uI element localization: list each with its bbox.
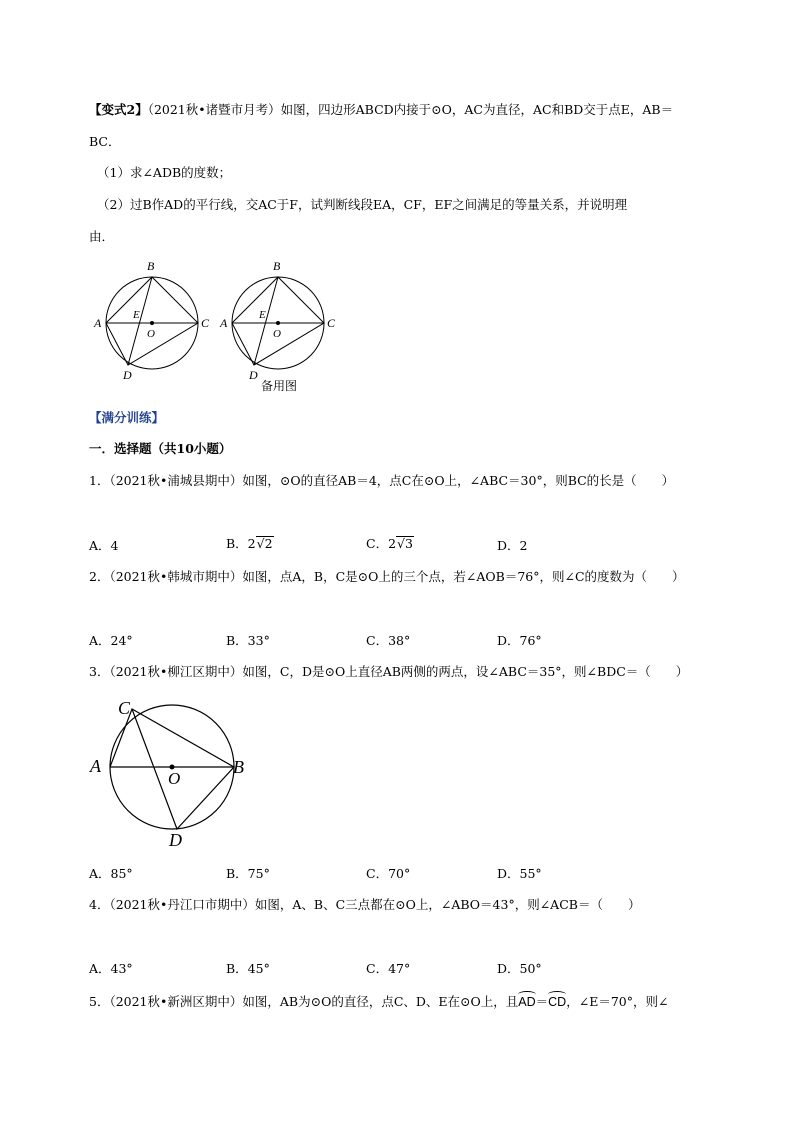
variant-line-1 [89,104,673,117]
q4-option-b: B．45° [226,961,270,976]
sqrt-symbol: √3 [397,536,413,551]
question-4-text: 如图，A、B、C三点都在⊙O上，∠ABO＝43°，则∠ACB＝（ ） [254,897,641,912]
question-3 [89,666,688,679]
q1-option-d: D．2 [497,538,528,553]
fig2-label-E: E [259,309,266,321]
fig1-label-B: B [147,259,155,273]
q3-label-D: D [169,830,182,850]
question-5-text-pre: 如图，AB为⊙O的直径，点C、D、E在⊙O上，且 [242,994,519,1009]
question-3-source: （2021秋•柳江区期中） [109,664,243,679]
section-subtitle: 一．选择题（共10小题） [89,441,232,456]
q1-option-a: A．4 [89,538,119,553]
fig1-label-C: C [201,316,210,330]
q2-option-a: A．24° [89,633,133,648]
q2-option-d: D．76° [497,633,542,648]
fig1-label-A: A [94,316,102,330]
variant-q2-line1: （2）过B作AD的平行线，交AC于F，试判断线段EA，CF，EF之间满足的等量关系，并说明理 [97,197,628,212]
variant-q1: （1）求∠ADB的度数； [97,165,232,180]
variant-q2-line2: 由． [89,229,115,244]
question-2 [89,571,685,584]
question-3-num: 3． [89,664,110,679]
sqrt-symbol: √2 [256,536,273,551]
question-2-num: 2． [89,569,110,584]
q1-option-b [226,536,274,551]
q3-option-c: C．70° [366,866,411,881]
q1-option-c-radicand: 3 [405,536,413,551]
question-5-eq: ＝ [535,994,549,1009]
question-5-source: （2021秋•新洲区期中） [109,994,243,1009]
q3-label-B: B [233,757,244,777]
variant-tag: 【变式2】 [89,102,148,117]
arc-cd: CD [548,995,567,1009]
q1-option-b-radicand: 2 [264,536,273,551]
q3-option-b: B．75° [226,866,270,881]
question-1-text: 如图，⊙O的直径AB＝4，点C在⊙O上，∠ABC＝30°，则BC的长是（ ） [242,473,675,488]
fig2-label-O: O [273,328,281,340]
variant-line-2: BC． [89,134,121,149]
fig1-label-D: D [123,368,132,382]
question-1 [89,475,674,488]
variant-figure-1 [90,255,220,385]
question-2-source: （2021秋•韩城市期中） [109,569,243,584]
fig1-label-O: O [147,328,155,340]
q2-option-b: B．33° [226,633,270,648]
q4-option-d: D．50° [497,961,542,976]
q3-label-C: C [118,698,131,718]
q2-option-c: C．38° [366,633,411,648]
question-5-num: 5． [89,994,110,1009]
question-4 [89,899,640,912]
fig2-label-D: D [249,368,258,382]
q1-option-b-prefix: B．2 [226,536,256,551]
question-3-figure [86,692,256,852]
figure-caption: 备用图 [261,379,298,393]
fig2-label-C: C [327,316,336,330]
question-2-text: 如图，点A，B，C是⊙O上的三个点，若∠AOB＝76°，则∠C的度数为（ ） [242,569,685,584]
fig1-label-E: E [133,309,140,321]
q1-option-c-prefix: C．2 [366,536,397,551]
q1-option-c [366,536,414,551]
question-3-text: 如图，C，D是⊙O上直径AB两侧的两点，设∠ABC＝35°，则∠BDC＝（ ） [242,664,689,679]
question-1-source: （2021秋•浦城县期中） [109,473,243,488]
q3-label-A: A [90,756,101,776]
q4-option-a: A．43° [89,961,133,976]
arc-ad: AD [518,995,536,1009]
section-title: 【满分训练】 [89,410,165,425]
q3-option-a: A．85° [89,866,133,881]
question-5-text-post: ，∠E＝70°，则∠ [566,994,669,1009]
question-4-source: （2021秋•丹江口市期中） [109,897,255,912]
q3-label-O: O [168,769,181,788]
question-1-num: 1． [89,473,110,488]
variant-text-1: 如图，四边形ABCD内接于⊙O，AC为直径，AC和BD交于点E，AB＝ [280,102,674,117]
variant-source: （2021秋•诸暨市月考） [147,102,281,117]
q3-option-d: D．55° [497,866,542,881]
fig2-label-B: B [273,259,281,273]
variant-figure-2 [216,255,346,385]
fig2-label-A: A [220,316,228,330]
q4-option-c: C．47° [366,961,411,976]
question-5 [89,996,668,1009]
question-4-num: 4． [89,897,110,912]
